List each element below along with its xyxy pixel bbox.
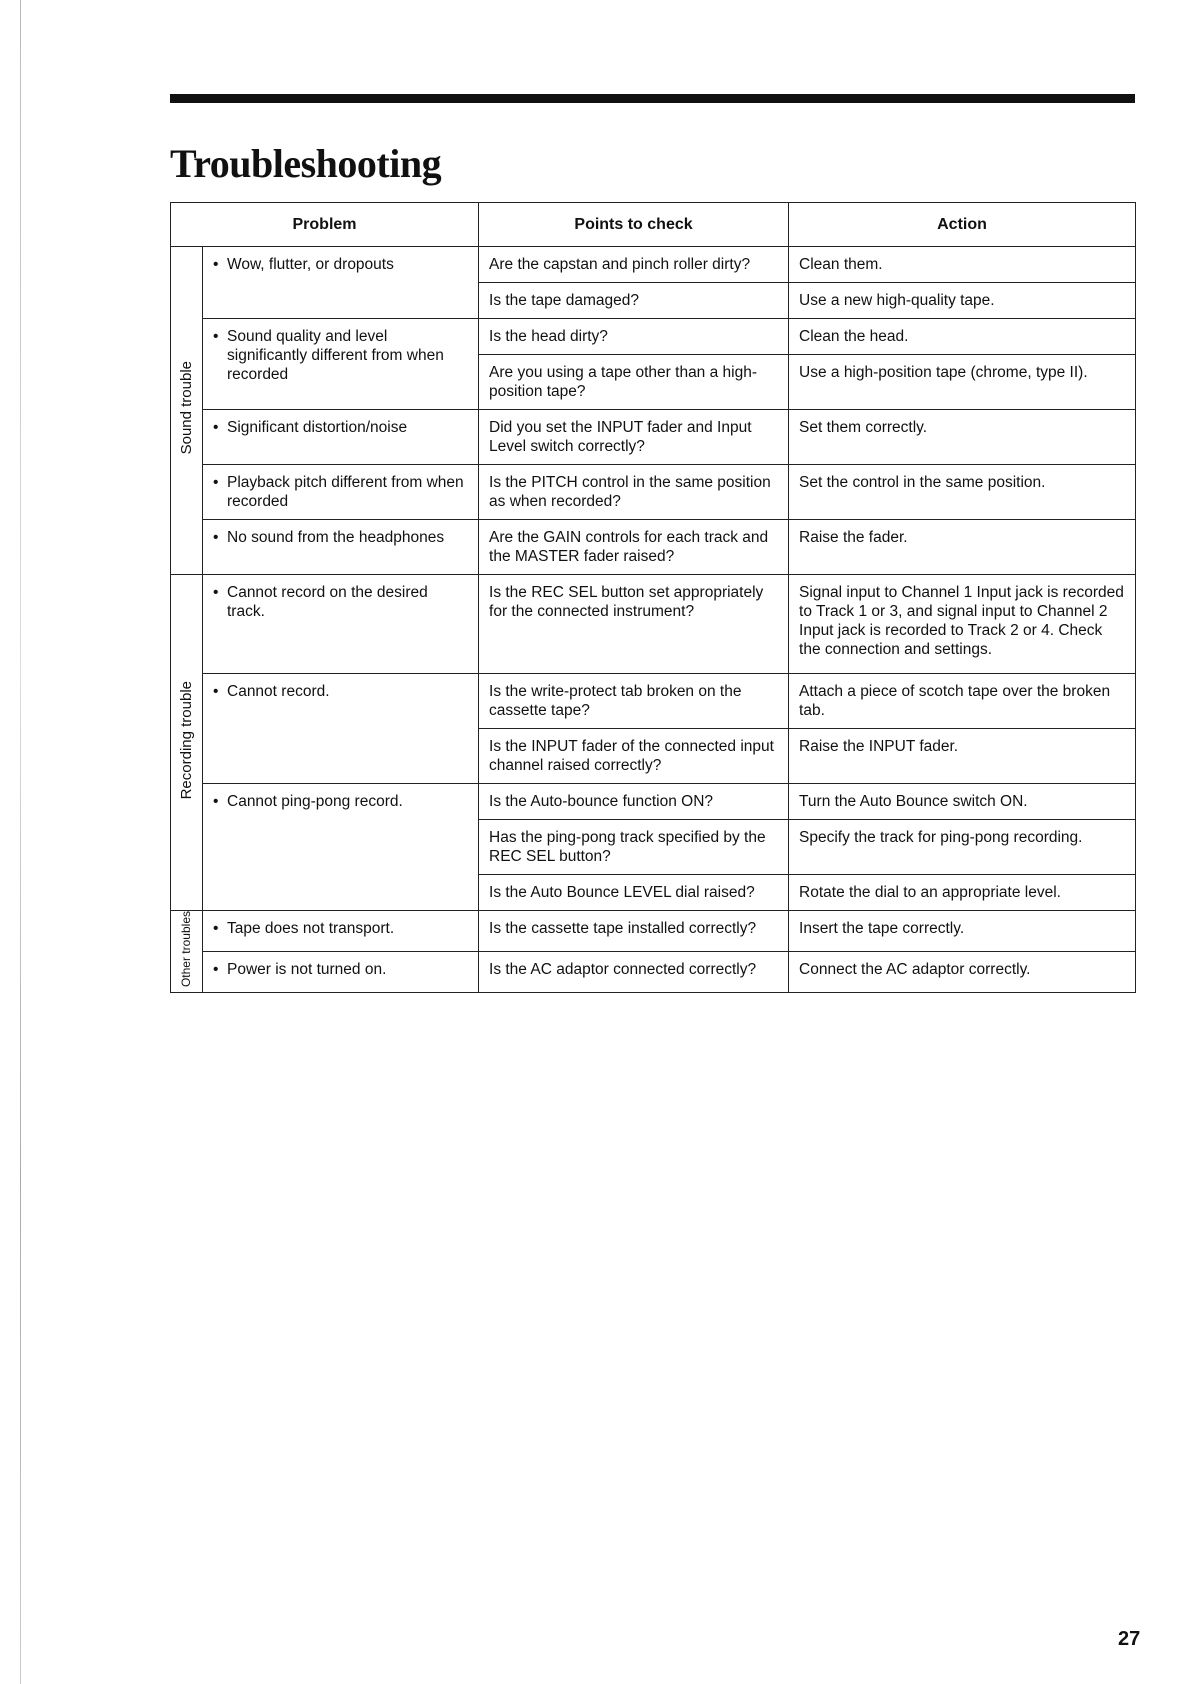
bullet-icon: •	[213, 683, 219, 700]
table-row	[171, 465, 1136, 520]
check-cell: Is the Auto-bounce function ON?	[479, 784, 789, 820]
action-cell: Insert the tape correctly.	[789, 911, 1136, 952]
table-row	[171, 520, 1136, 575]
page-title: Troubleshooting	[170, 141, 442, 186]
table-row	[171, 410, 1136, 465]
action-cell: Use a high-position tape (chrome, type II).	[789, 355, 1136, 410]
table-header-row	[171, 203, 1136, 247]
problem-cell: • Playback pitch different from when recorded	[203, 465, 479, 520]
action-cell: Use a new high-quality tape.	[789, 283, 1136, 319]
header-points-to-check: Points to check	[479, 203, 789, 247]
bullet-icon: •	[213, 529, 219, 546]
bullet-icon: •	[213, 961, 219, 979]
table-row	[171, 784, 1136, 820]
check-cell: Is the PITCH control in the same position as when recorded?	[479, 465, 789, 520]
table-row	[171, 674, 1136, 729]
bullet-icon: •	[213, 256, 219, 273]
check-cell: Is the cassette tape installed correctly?	[479, 911, 789, 952]
table-row	[171, 952, 1136, 993]
check-cell: Is the INPUT fader of the connected input channel raised correctly?	[479, 729, 789, 784]
action-cell: Specify the track for ping-pong recording.	[789, 820, 1136, 875]
problem-cell: • Cannot record on the desired track.	[203, 575, 479, 674]
action-cell: Rotate the dial to an appropriate level.	[789, 875, 1136, 911]
bullet-icon: •	[213, 328, 219, 345]
category-sound-trouble	[171, 247, 203, 575]
problem-cell: • Wow, flutter, or dropouts	[203, 247, 479, 319]
check-cell: Is the AC adaptor connected correctly?	[479, 952, 789, 993]
check-cell: Is the REC SEL button set appropriately for the connected instrument?	[479, 575, 789, 674]
bullet-icon: •	[213, 419, 219, 436]
header-problem: Problem	[171, 203, 479, 247]
category-label: Sound trouble	[178, 361, 195, 455]
header-rule	[170, 94, 1135, 103]
problem-cell: • Significant distortion/noise	[203, 410, 479, 465]
scan-edge-line	[20, 0, 21, 1684]
table-row	[171, 575, 1136, 674]
check-cell: Is the head dirty?	[479, 319, 789, 355]
action-cell: Clean the head.	[789, 319, 1136, 355]
problem-cell: • Power is not turned on.	[203, 952, 479, 993]
problem-cell: • Sound quality and level significantly different from when recorded	[203, 319, 479, 410]
check-cell: Are you using a tape other than a high-position tape?	[479, 355, 789, 410]
check-cell: Is the write-protect tab broken on the cassette tape?	[479, 674, 789, 729]
action-cell: Turn the Auto Bounce switch ON.	[789, 784, 1136, 820]
page-number: 27	[1118, 1628, 1141, 1650]
check-cell: Is the tape damaged?	[479, 283, 789, 319]
category-other-troubles	[171, 911, 203, 993]
action-cell: Raise the fader.	[789, 520, 1136, 575]
problem-cell: • Cannot ping-pong record.	[203, 784, 479, 911]
category-recording-trouble	[171, 575, 203, 911]
problem-cell: • No sound from the headphones	[203, 520, 479, 575]
check-cell: Has the ping-pong track specified by the REC SEL button?	[479, 820, 789, 875]
check-cell: Are the capstan and pinch roller dirty?	[479, 247, 789, 283]
action-cell: Set the control in the same position.	[789, 465, 1136, 520]
action-cell: Set them correctly.	[789, 410, 1136, 465]
bullet-icon: •	[213, 920, 219, 937]
check-cell: Is the Auto Bounce LEVEL dial raised?	[479, 875, 789, 911]
action-cell: Clean them.	[789, 247, 1136, 283]
category-label: Recording trouble	[178, 680, 195, 800]
table-row	[171, 247, 1136, 283]
bullet-icon: •	[213, 793, 219, 810]
problem-cell: • Cannot record.	[203, 674, 479, 784]
header-action: Action	[789, 203, 1136, 247]
troubleshooting-table	[170, 202, 1136, 993]
check-cell: Are the GAIN controls for each track and the MASTER fader raised?	[479, 520, 789, 575]
action-cell: Connect the AC adaptor correctly.	[789, 952, 1136, 993]
category-label: Other troubles	[179, 911, 193, 988]
problem-cell: • Tape does not transport.	[203, 911, 479, 952]
table-row	[171, 911, 1136, 952]
action-cell: Attach a piece of scotch tape over the broken tab.	[789, 674, 1136, 729]
action-cell: Signal input to Channel 1 Input jack is recorded to Track 1 or 3, and signal input to Channel 2 Input jack is recorded to Track 2 or 4. Check the connection and settings.	[789, 575, 1136, 674]
bullet-icon: •	[213, 474, 219, 491]
table-row	[171, 319, 1136, 355]
bullet-icon: •	[213, 584, 219, 601]
action-cell: Raise the INPUT fader.	[789, 729, 1136, 784]
check-cell: Did you set the INPUT fader and Input Level switch correctly?	[479, 410, 789, 465]
